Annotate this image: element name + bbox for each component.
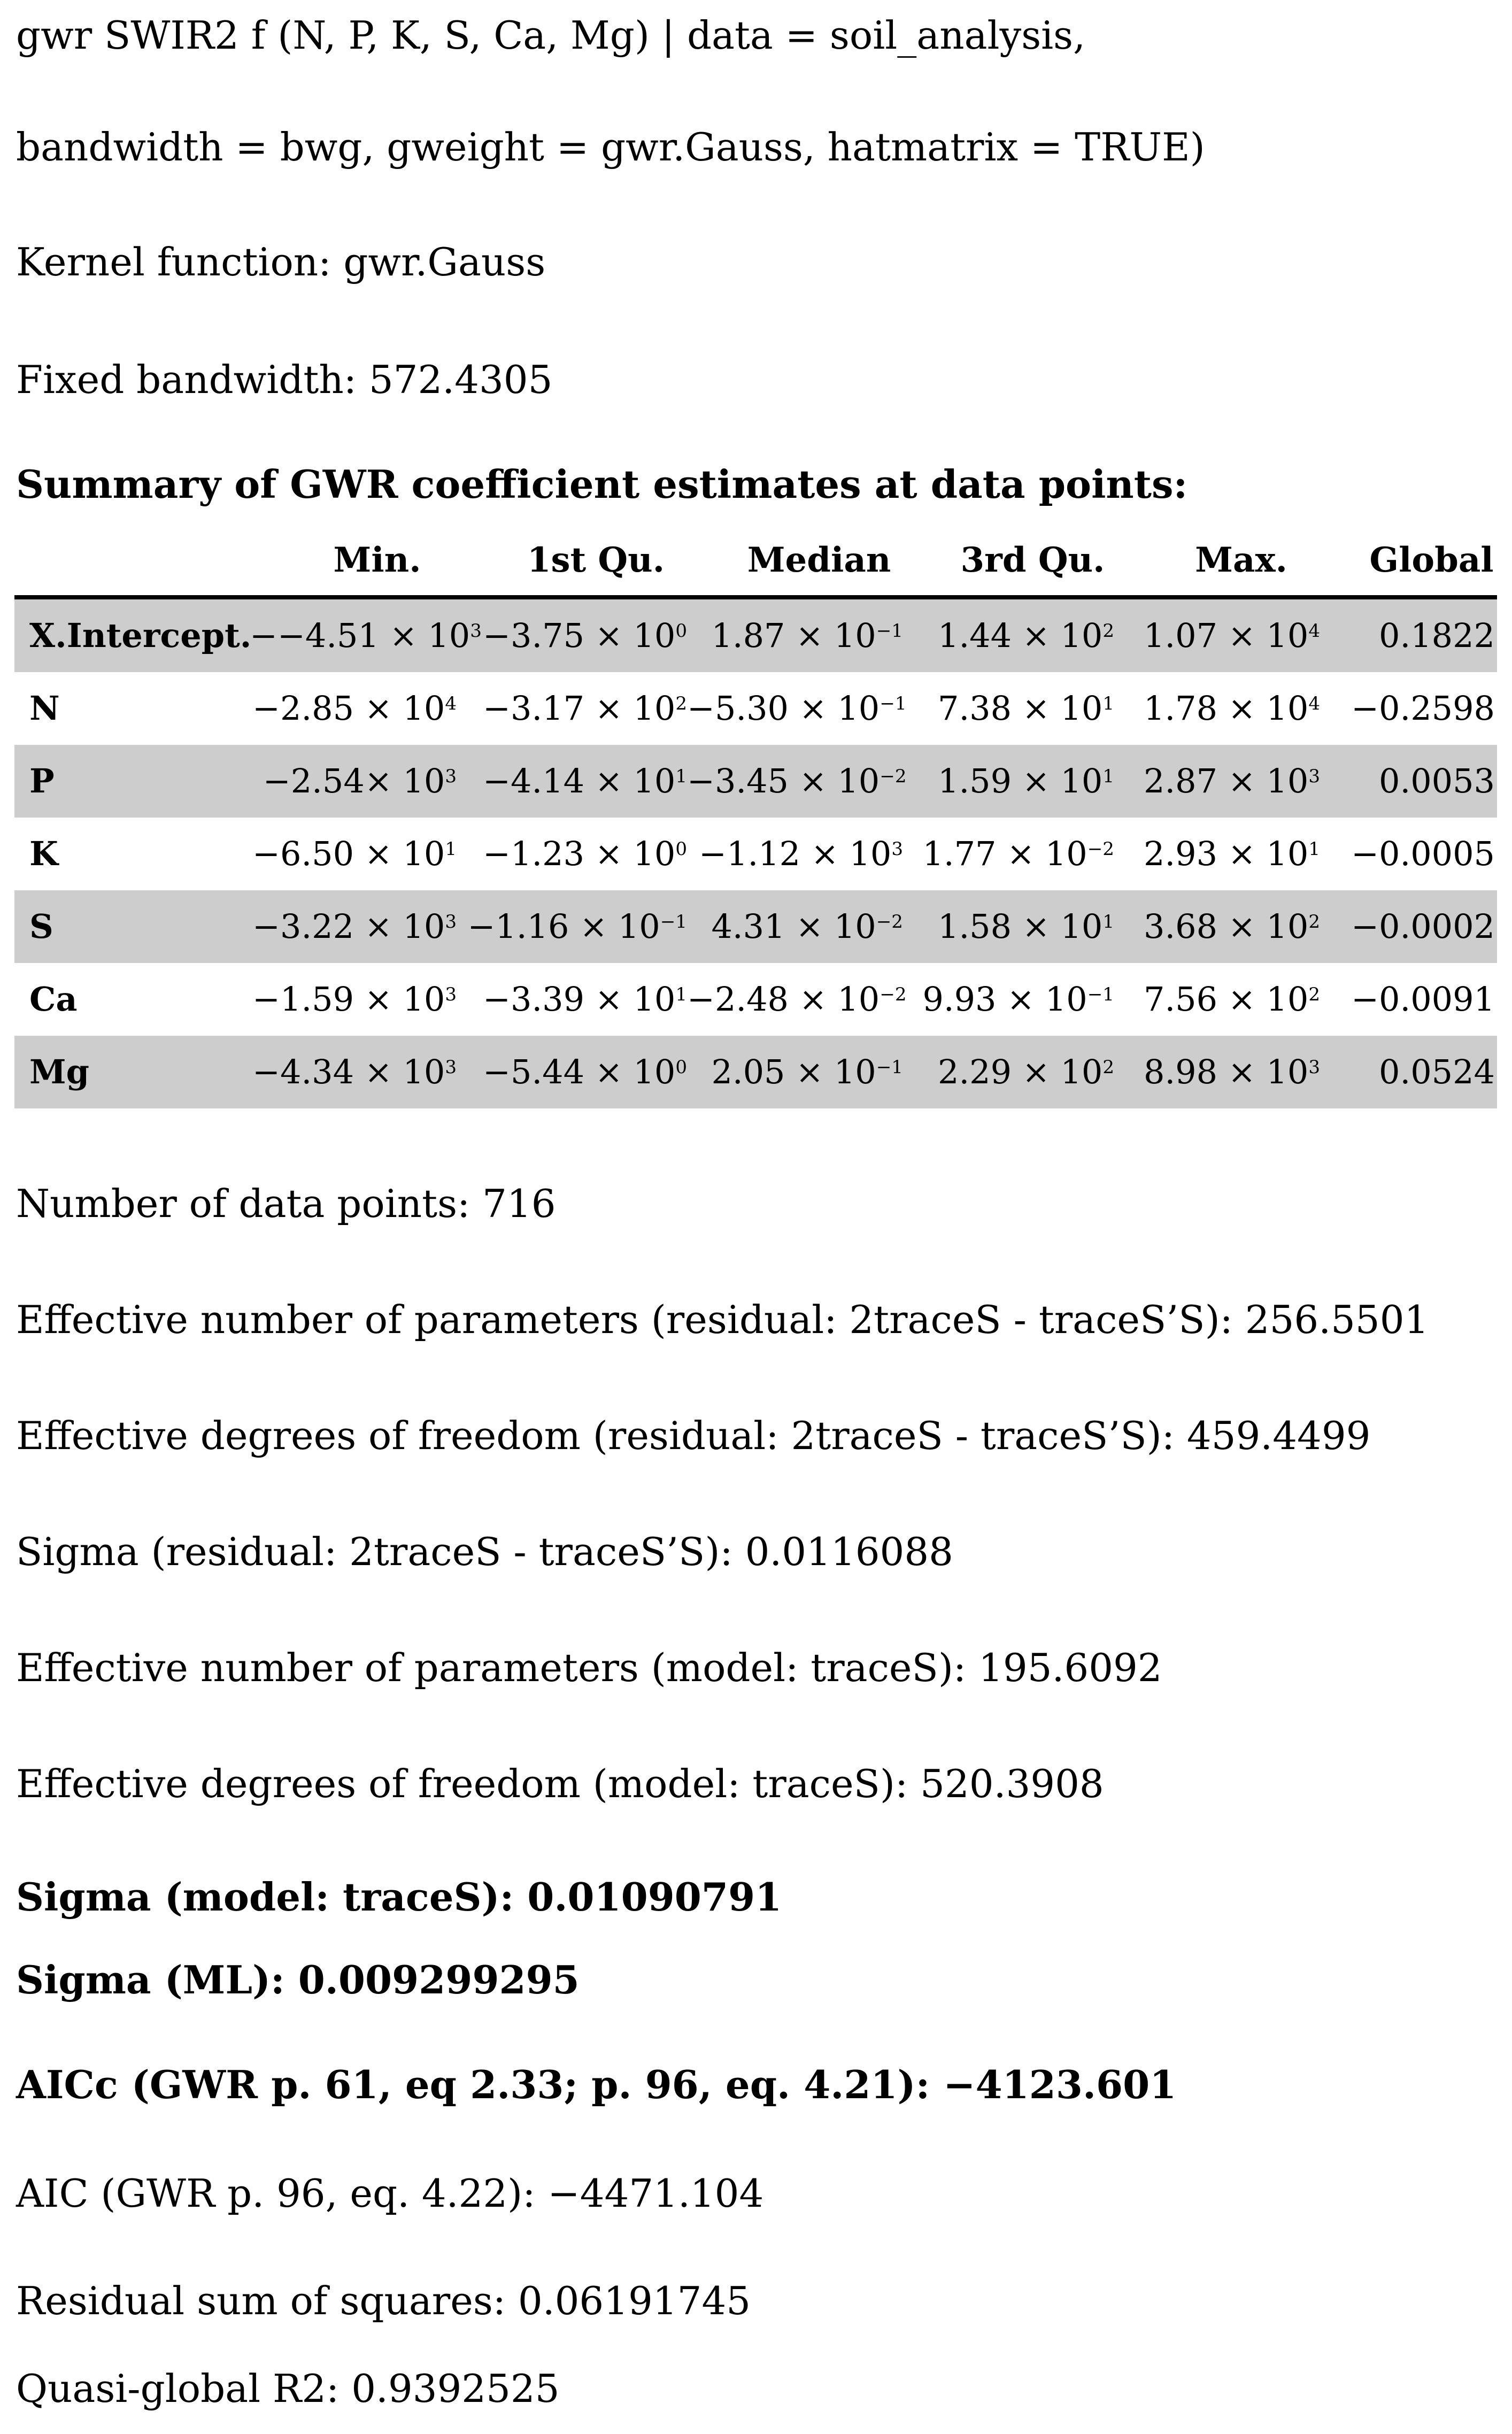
stat-eff-params-residual: Effective number of parameters (residual: 2traceS - traceS’S): 256.5501 [16, 1297, 1429, 1342]
kernel-function-line: Kernel function: gwr.Gauss [16, 240, 546, 284]
cell-3rdqu: $1.59 \times 10^1$ [938, 761, 1114, 800]
row-label: Mg [29, 1052, 89, 1091]
column-header-label: Median [747, 540, 891, 580]
cell-global: −0.0002 [1351, 907, 1495, 946]
table-row-k [14, 818, 1497, 890]
column-header-label: Global [1369, 540, 1494, 580]
row-label: Ca [29, 980, 78, 1019]
cell-median: $-5.30 \times 10^{-1}$ [687, 689, 907, 728]
row-label: K [29, 834, 58, 873]
cell-min: $-4.34 \times 10^3$ [252, 1052, 457, 1091]
cell-max: $2.87 \times 10^3$ [1144, 761, 1320, 800]
cell-3rdqu: $1.77 \times 10^{-2}$ [922, 834, 1114, 873]
column-header-label: 1st Qu. [527, 540, 665, 580]
cell-3rdqu: $7.38 \times 10^1$ [938, 689, 1114, 728]
cell-median: $1.87 \times 10^{-1}$ [711, 616, 903, 655]
stat-sigma-model: Sigma (model: traceS): 0.01090791 [16, 1874, 782, 1920]
table-body [14, 599, 1497, 1108]
table-row-p [14, 745, 1497, 818]
column-header-min [250, 540, 457, 580]
cell-max: $1.78 \times 10^4$ [1144, 689, 1320, 728]
model-call-line-1: gwr SWIR2 f (N, P, K, S, Ca, Mg) | data = soil_analysis, [16, 13, 1086, 58]
cell-max: $2.93 \times 10^1$ [1144, 834, 1320, 873]
stat-aicc: AICc (GWR p. 61, eq 2.33; p. 96, eq. 4.21): −4123.601 [16, 2062, 1177, 2107]
cell-1stqu: $-3.39 \times 10^1$ [483, 980, 687, 1019]
column-header-1st-qu [457, 540, 687, 580]
summary-title: Summary of GWR coefficient estimates at data points: [16, 461, 1188, 507]
cell-min: $--4.51 \times 10^3$ [250, 616, 482, 655]
cell-global: 0.1822 [1379, 616, 1495, 655]
cell-global: −0.0005 [1351, 834, 1495, 873]
cell-median: $2.05 \times 10^{-1}$ [711, 1052, 903, 1091]
cell-max: $1.07 \times 10^4$ [1144, 616, 1320, 655]
stat-sigma-residual: Sigma (residual: 2traceS - traceS’S): 0.0116088 [16, 1529, 953, 1574]
cell-max: $8.98 \times 10^3$ [1144, 1052, 1320, 1091]
cell-1stqu: $-3.17 \times 10^2$ [483, 689, 687, 728]
table-row-s [14, 890, 1497, 963]
cell-3rdqu: $1.44 \times 10^2$ [938, 616, 1114, 655]
column-header-median [687, 540, 903, 580]
cell-global: −0.0091 [1351, 980, 1495, 1019]
stat-eff-params-model: Effective number of parameters (model: traceS): 195.6092 [16, 1645, 1162, 1690]
column-header-global [1320, 540, 1495, 580]
table-header-row [14, 540, 1497, 580]
cell-global: −0.2598 [1351, 689, 1495, 728]
cell-median: $-3.45 \times 10^{-2}$ [687, 761, 907, 800]
cell-median: $4.31 \times 10^{-2}$ [711, 907, 903, 946]
cell-median: $-1.12 \times 10^3$ [699, 834, 903, 873]
cell-median: $-2.48 \times 10^{-2}$ [687, 980, 907, 1019]
stat-sigma-ml: Sigma (ML): 0.009299295 [16, 1957, 580, 2002]
model-call-line-2: bandwidth = bwg, gweight = gwr.Gauss, hatmatrix = TRUE) [16, 125, 1205, 170]
cell-max: $7.56 \times 10^2$ [1144, 980, 1320, 1019]
cell-min: $-2.85 \times 10^4$ [252, 689, 457, 728]
row-label: P [29, 761, 55, 800]
cell-global: 0.0524 [1379, 1052, 1495, 1091]
cell-1stqu: $-1.16 \times 10^{-1}$ [467, 907, 687, 946]
table-row-n [14, 672, 1497, 745]
table-top-rule [14, 595, 1497, 599]
cell-min: $-6.50 \times 10^1$ [252, 834, 457, 873]
cell-max: $3.68 \times 10^2$ [1144, 907, 1320, 946]
cell-min: $-3.22 \times 10^3$ [252, 907, 457, 946]
cell-1stqu: $-5.44 \times 10^0$ [483, 1052, 687, 1091]
column-header-3rd-qu [903, 540, 1114, 580]
column-header-label: 3rd Qu. [960, 540, 1105, 580]
cell-3rdqu: $2.29 \times 10^2$ [938, 1052, 1114, 1091]
cell-1stqu: $-4.14 \times 10^1$ [483, 761, 687, 800]
column-header-empty [14, 543, 250, 577]
stat-data-points: Number of data points: 716 [16, 1181, 556, 1226]
fixed-bandwidth-line: Fixed bandwidth: 572.4305 [16, 357, 553, 402]
row-label: N [29, 689, 60, 728]
row-label: S [29, 907, 53, 946]
stat-residual-sum-squares: Residual sum of squares: 0.06191745 [16, 2278, 751, 2323]
column-header-label: Min. [333, 540, 421, 580]
cell-3rdqu: $1.58 \times 10^1$ [938, 907, 1114, 946]
stat-quasi-global-r2: Quasi-global R2: 0.9392525 [16, 2366, 560, 2411]
cell-global: 0.0053 [1379, 761, 1495, 800]
table-row-xintercept [14, 599, 1497, 672]
cell-min: $-2.54\times 10^3$ [263, 761, 457, 800]
row-label: X.Intercept. [29, 616, 252, 655]
cell-3rdqu: $9.93 \times 10^{-1}$ [922, 980, 1114, 1019]
column-header-label: Max. [1195, 540, 1287, 580]
stat-aic: AIC (GWR p. 96, eq. 4.22): −4471.104 [16, 2171, 764, 2216]
cell-min: $-1.59 \times 10^3$ [252, 980, 457, 1019]
table-row-ca [14, 963, 1497, 1036]
table-row-mg [14, 1036, 1497, 1108]
stat-eff-df-residual: Effective degrees of freedom (residual: 2traceS - traceS’S): 459.4499 [16, 1413, 1371, 1458]
column-header-max [1114, 540, 1320, 580]
stat-eff-df-model: Effective degrees of freedom (model: traceS): 520.3908 [16, 1761, 1104, 1806]
cell-1stqu: $-3.75 \times 10^0$ [483, 616, 687, 655]
cell-1stqu: $-1.23 \times 10^0$ [483, 834, 687, 873]
